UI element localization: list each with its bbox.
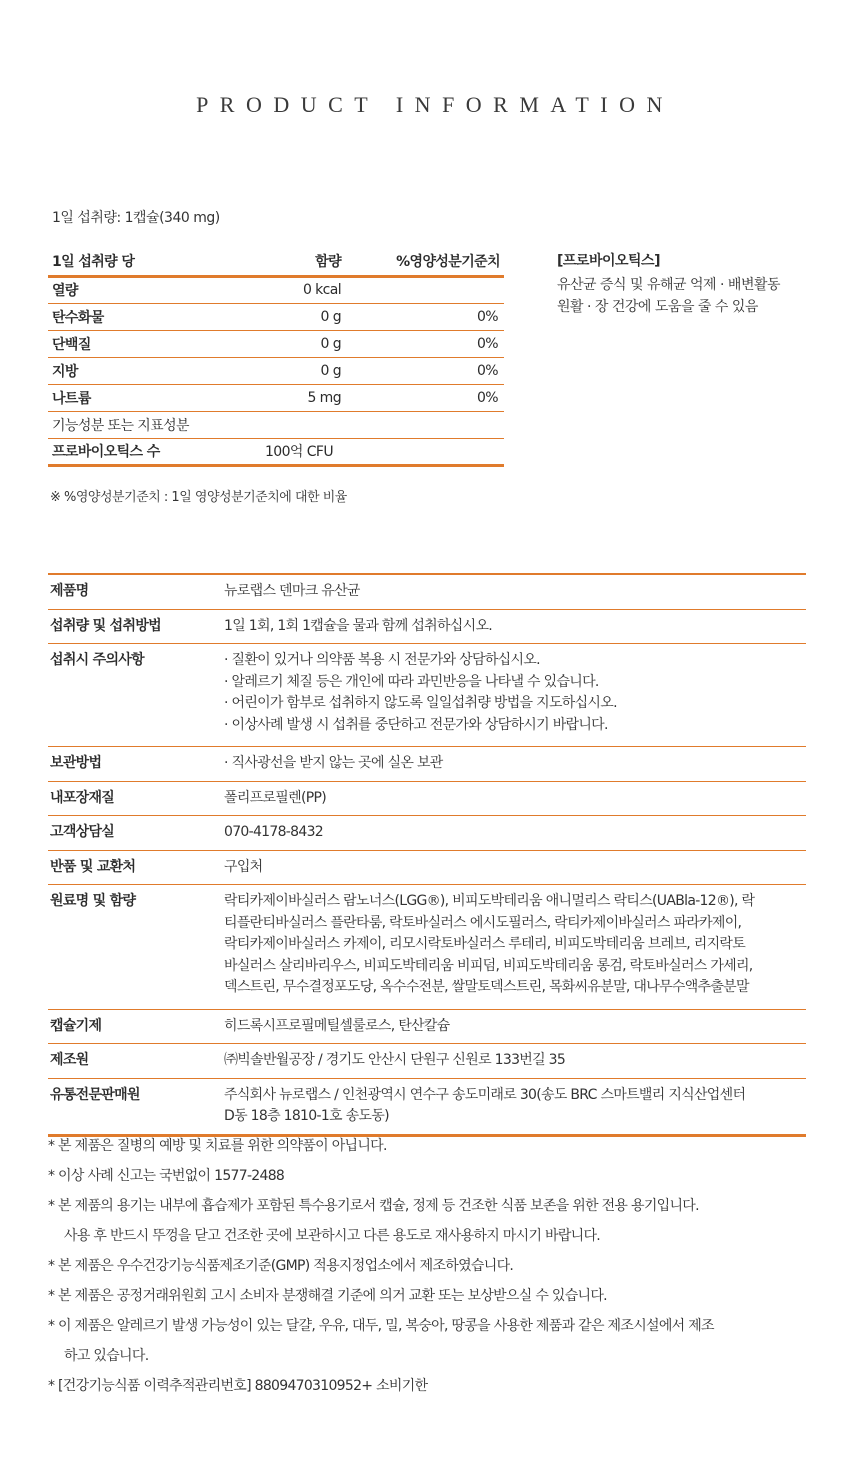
notice-text: * 본 제품은 공정거래위원회 고시 소비자 분쟁해결 기준에 의거 교환 또는 보상받으실 수 있습니다. [48, 1288, 607, 1304]
nutrition-row [48, 276, 504, 303]
info-value-line: 바실러스 살리바리우스, 비피도박테리움 비피덤, 비피도박테리움 롱검, 락토바실러스 가세리, [224, 957, 753, 974]
nutrient-name: 프로바이오틱스 수 [48, 438, 223, 465]
info-value [224, 857, 806, 879]
info-value-line: · 직사광선을 받지 않는 곳에 실온 보관 [224, 755, 443, 771]
notice-item [48, 1311, 818, 1371]
nutrient-percent: 0% [341, 330, 504, 357]
info-row-customer-service [48, 816, 806, 851]
info-value-line: 구입처 [224, 858, 263, 875]
info-value [224, 753, 806, 775]
info-row-product-name [48, 575, 806, 610]
info-row-storage [48, 747, 806, 782]
notice-item [48, 1371, 818, 1401]
notice-item [48, 1161, 818, 1191]
nutrient-percent [341, 276, 504, 303]
nutrient-name: 지방 [48, 357, 223, 384]
nutrient-amount: 0 kcal [223, 276, 341, 303]
info-label: 제품명 [50, 583, 89, 599]
info-row-packaging [48, 782, 806, 817]
info-value [224, 822, 806, 844]
info-row-intake-method [48, 610, 806, 645]
nutrition-row [48, 303, 504, 330]
info-row-distributor [48, 1079, 806, 1134]
info-row-capsule-base [48, 1010, 806, 1045]
notice-text: * 이 제품은 알레르기 발생 가능성이 있는 달걀, 우유, 대두, 밀, 복숭아, 땅콩을 사용한 제품과 같은 제조시설에서 제조 [48, 1318, 714, 1334]
nutrient-amount: 100억 CFU [223, 438, 504, 465]
info-label: 내포장재질 [50, 789, 115, 806]
info-value [224, 581, 806, 603]
column-header-amount: 함량 [223, 248, 341, 276]
info-value-line: · 이상사례 발생 시 섭취를 중단하고 전문가와 상담하시기 바랍니다. [224, 716, 608, 733]
info-label: 섭취시 주의사항 [50, 652, 144, 668]
nutrition-row [48, 411, 504, 438]
nutrient-name: 나트륨 [48, 384, 223, 411]
info-value-line: · 알레르기 체질 등은 개인에 따라 과민반응을 나타낼 수 있습니다. [224, 673, 599, 690]
notice-list [48, 1131, 818, 1401]
notice-continuation: 하고 있습니다. [64, 1348, 149, 1364]
info-label: 보관방법 [50, 755, 102, 771]
info-value [224, 1050, 806, 1072]
nutrient-percent: 0% [341, 357, 504, 384]
nutrition-table [48, 248, 504, 467]
column-header-per-serving: 1일 섭취량 당 [48, 248, 223, 276]
notice-text: * 이상 사례 신고는 국번없이 1577-2488 [48, 1168, 285, 1184]
nutrient-name: 열량 [48, 276, 223, 303]
info-label: 섭취량 및 섭취방법 [50, 617, 161, 634]
nutrition-row [48, 330, 504, 357]
nutrient-name: 단백질 [48, 330, 223, 357]
serving-size: 1일 섭취량: 1캡슐(340 mg) [52, 210, 220, 226]
info-label: 원료명 및 함량 [50, 893, 136, 909]
notice-item [48, 1131, 818, 1161]
info-value-line: · 질환이 있거나 의약품 복용 시 전문가와 상담하십시오. [224, 652, 540, 668]
info-value-line: D동 18층 1810-1호 송도동) [224, 1108, 389, 1124]
notice-text: * 본 제품은 우수건강기능식품제조기준(GMP) 적용지정업소에서 제조하였습니다. [48, 1258, 514, 1274]
nutrient-amount: 0 g [223, 330, 341, 357]
nutrient-percent: 0% [341, 303, 504, 330]
column-header-daily-value: %영양성분기준치 [341, 248, 504, 276]
functional-claim-line: 유산균 증식 및 유해균 억제 · 배변활동 [557, 277, 781, 293]
nutrient-percent: 0% [341, 384, 504, 411]
notice-continuation: 사용 후 반드시 뚜껑을 닫고 건조한 곳에 보관하시고 다른 용도로 재사용하지 마시기 바랍니다. [64, 1228, 601, 1244]
info-value [224, 1085, 806, 1128]
page-title: PRODUCT INFORMATION [196, 92, 674, 117]
info-value-line: 락티카제이바실러스 람노너스(LGG®), 비피도박테리움 애니멀리스 락티스(UABla-12®), 락 [224, 893, 755, 909]
nutrition-row [48, 384, 504, 411]
nutrient-name: 탄수화물 [48, 303, 223, 330]
nutrient-amount: 0 g [223, 303, 341, 330]
info-row-returns [48, 851, 806, 886]
info-value-line: 히드록시프로필메틸셀룰로스, 탄산칼슘 [224, 1017, 450, 1034]
notice-item [48, 1281, 818, 1311]
info-row-ingredients [48, 885, 806, 1010]
info-label: 고객상담실 [50, 824, 115, 840]
info-label: 제조원 [50, 1052, 89, 1068]
info-row-manufacturer [48, 1044, 806, 1079]
info-label: 캡슐기제 [50, 1017, 102, 1034]
info-label: 유통전문판매원 [50, 1086, 140, 1103]
info-value [224, 650, 806, 736]
daily-value-footnote: ※ %영양성분기준치 : 1일 영양성분기준치에 대한 비율 [50, 490, 347, 505]
product-info-table [48, 573, 806, 1137]
notice-text: * 본 제품은 질병의 예방 및 치료를 위한 의약품이 아닙니다. [48, 1138, 387, 1154]
info-value-line: 락티카제이바실러스 카제이, 리모시락토바실러스 루테리, 비피도박테리움 브레브, 리지락토 [224, 936, 746, 952]
functional-claim [557, 250, 817, 318]
notice-text: * 본 제품의 용기는 내부에 흡습제가 포함된 특수용기로서 캡슐, 정제 등 건조한 식품 보존을 위한 전용 용기입니다. [48, 1198, 699, 1214]
info-value-line: 폴리프로필렌(PP) [224, 789, 326, 806]
info-value-line: 주식회사 뉴로랩스 / 인천광역시 연수구 송도미래로 30(송도 BRC 스마트밸리 지식산업센터 [224, 1086, 746, 1103]
functional-ingredient-heading: 기능성분 또는 지표성분 [48, 411, 504, 438]
notice-item [48, 1251, 818, 1281]
info-value-line: 뉴로랩스 덴마크 유산균 [224, 583, 360, 599]
info-value-line: 1일 1회, 1회 1캡슐을 물과 함께 섭취하십시오. [224, 617, 493, 634]
info-value [224, 616, 806, 638]
customer-service-phone: 070-4178-8432 [224, 824, 323, 840]
functional-claim-line: 원활 · 장 건강에 도움을 줄 수 있음 [557, 299, 758, 315]
info-label: 반품 및 교환처 [50, 858, 136, 875]
nutrient-amount: 0 g [223, 357, 341, 384]
nutrition-row [48, 438, 504, 465]
nutrition-header-row [48, 248, 504, 276]
info-value-line: 티플란티바실러스 플란타룸, 락토바실러스 에시도필러스, 락티카제이바실러스 파라카제이, [224, 914, 742, 931]
info-value-line: 덱스트린, 무수결정포도당, 옥수수전분, 쌀말토덱스트린, 목화씨유분말, 대나무수액추출분말 [224, 979, 749, 995]
info-value-line: ㈜빅솔반월공장 / 경기도 안산시 단원구 신원로 133번길 35 [224, 1052, 566, 1068]
nutrient-amount: 5 mg [223, 384, 341, 411]
info-value [224, 891, 806, 999]
notice-text: * [건강기능식품 이력추적관리번호] 8809470310952+ 소비기한 [48, 1378, 428, 1394]
functional-claim-heading: [프로바이오틱스] [557, 253, 660, 269]
notice-item [48, 1191, 818, 1251]
info-value [224, 788, 806, 810]
info-value-line: · 어린이가 함부로 섭취하지 않도록 일일섭취량 방법을 지도하십시오. [224, 695, 617, 711]
nutrition-row [48, 357, 504, 384]
info-value [224, 1016, 806, 1038]
info-row-precautions [48, 644, 806, 747]
